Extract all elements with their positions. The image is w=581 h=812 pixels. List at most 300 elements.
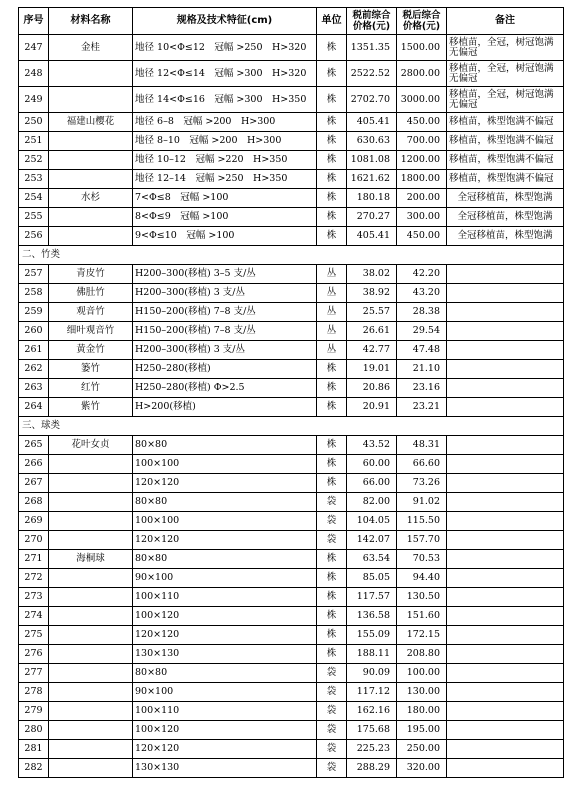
cell-spec: 地径 14<Φ≤16 冠幅 >300 H>350 xyxy=(133,87,317,113)
table-row xyxy=(19,588,564,607)
cell-no: 280 xyxy=(19,721,49,740)
cell-unit: 袋 xyxy=(317,740,347,759)
cell-spec: 地径 10<Φ≤12 冠幅 >250 H>320 xyxy=(133,35,317,61)
cell-pre-tax-price: 405.41 xyxy=(347,227,397,246)
cell-no: 269 xyxy=(19,512,49,531)
cell-pre-tax-price: 288.29 xyxy=(347,759,397,778)
table-row xyxy=(19,303,564,322)
cell-post-tax-price: 66.60 xyxy=(397,455,447,474)
header-post-tax-price: 税后综合价格(元) xyxy=(397,8,447,35)
cell-spec: 80×80 xyxy=(133,550,317,569)
table-row xyxy=(19,284,564,303)
cell-note xyxy=(447,626,564,645)
cell-post-tax-price: 172.15 xyxy=(397,626,447,645)
table-row xyxy=(19,341,564,360)
cell-pre-tax-price: 90.09 xyxy=(347,664,397,683)
cell-pre-tax-price: 38.02 xyxy=(347,265,397,284)
cell-spec: 地径 6–8 冠幅 >200 H>300 xyxy=(133,113,317,132)
cell-pre-tax-price: 42.77 xyxy=(347,341,397,360)
cell-note xyxy=(447,512,564,531)
cell-pre-tax-price: 63.54 xyxy=(347,550,397,569)
cell-note: 移植苗，株型饱满不偏冠 xyxy=(447,113,564,132)
cell-post-tax-price: 43.20 xyxy=(397,284,447,303)
cell-pre-tax-price: 142.07 xyxy=(347,531,397,550)
table-row xyxy=(19,35,564,61)
cell-note: 全冠移植苗，株型饱满 xyxy=(447,227,564,246)
cell-name xyxy=(49,208,133,227)
table-row xyxy=(19,740,564,759)
cell-note xyxy=(447,265,564,284)
table-row xyxy=(19,569,564,588)
cell-note: 移植苗，全冠，树冠饱满无偏冠 xyxy=(447,87,564,113)
cell-post-tax-price: 200.00 xyxy=(397,189,447,208)
cell-spec: H250–280(移植) Φ>2.5 xyxy=(133,379,317,398)
cell-note xyxy=(447,379,564,398)
cell-unit: 丛 xyxy=(317,341,347,360)
cell-no: 267 xyxy=(19,474,49,493)
cell-unit: 株 xyxy=(317,132,347,151)
cell-unit: 袋 xyxy=(317,759,347,778)
cell-spec: 9<Φ≤10 冠幅 >100 xyxy=(133,227,317,246)
cell-unit: 株 xyxy=(317,360,347,379)
cell-post-tax-price: 91.02 xyxy=(397,493,447,512)
cell-spec: 120×120 xyxy=(133,626,317,645)
table-row xyxy=(19,208,564,227)
cell-spec: 100×100 xyxy=(133,455,317,474)
cell-no: 282 xyxy=(19,759,49,778)
section-title: 二、竹类 xyxy=(19,246,564,265)
cell-post-tax-price: 320.00 xyxy=(397,759,447,778)
cell-no: 276 xyxy=(19,645,49,664)
cell-unit: 株 xyxy=(317,170,347,189)
cell-post-tax-price: 250.00 xyxy=(397,740,447,759)
cell-post-tax-price: 23.16 xyxy=(397,379,447,398)
cell-post-tax-price: 208.80 xyxy=(397,645,447,664)
cell-name xyxy=(49,607,133,626)
cell-pre-tax-price: 117.12 xyxy=(347,683,397,702)
table-row xyxy=(19,683,564,702)
cell-no: 271 xyxy=(19,550,49,569)
cell-unit: 株 xyxy=(317,626,347,645)
table-row xyxy=(19,455,564,474)
cell-note xyxy=(447,322,564,341)
cell-spec: 80×80 xyxy=(133,493,317,512)
cell-no: 251 xyxy=(19,132,49,151)
cell-no: 263 xyxy=(19,379,49,398)
cell-no: 250 xyxy=(19,113,49,132)
cell-name: 黄金竹 xyxy=(49,341,133,360)
cell-name: 红竹 xyxy=(49,379,133,398)
cell-name xyxy=(49,227,133,246)
cell-post-tax-price: 130.00 xyxy=(397,683,447,702)
cell-name xyxy=(49,588,133,607)
cell-post-tax-price: 130.50 xyxy=(397,588,447,607)
section-row xyxy=(19,246,564,265)
cell-name: 花叶女贞 xyxy=(49,436,133,455)
cell-name xyxy=(49,170,133,189)
cell-note xyxy=(447,645,564,664)
header-no: 序号 xyxy=(19,8,49,35)
table-row xyxy=(19,512,564,531)
cell-no: 275 xyxy=(19,626,49,645)
cell-post-tax-price: 23.21 xyxy=(397,398,447,417)
cell-pre-tax-price: 66.00 xyxy=(347,474,397,493)
cell-no: 247 xyxy=(19,35,49,61)
cell-pre-tax-price: 25.57 xyxy=(347,303,397,322)
cell-name: 佛肚竹 xyxy=(49,284,133,303)
cell-pre-tax-price: 630.63 xyxy=(347,132,397,151)
cell-spec: 地径 12<Φ≤14 冠幅 >300 H>320 xyxy=(133,61,317,87)
cell-unit: 株 xyxy=(317,588,347,607)
cell-post-tax-price: 700.00 xyxy=(397,132,447,151)
cell-spec: 80×80 xyxy=(133,664,317,683)
header-row xyxy=(19,8,564,35)
table-row xyxy=(19,322,564,341)
cell-note xyxy=(447,550,564,569)
cell-unit: 丛 xyxy=(317,265,347,284)
cell-no: 254 xyxy=(19,189,49,208)
cell-note xyxy=(447,683,564,702)
table-row xyxy=(19,531,564,550)
cell-post-tax-price: 70.53 xyxy=(397,550,447,569)
cell-no: 270 xyxy=(19,531,49,550)
cell-spec: 100×110 xyxy=(133,702,317,721)
cell-note xyxy=(447,588,564,607)
cell-note xyxy=(447,436,564,455)
cell-post-tax-price: 180.00 xyxy=(397,702,447,721)
cell-unit: 袋 xyxy=(317,702,347,721)
cell-pre-tax-price: 1621.62 xyxy=(347,170,397,189)
table-row xyxy=(19,61,564,87)
cell-spec: 130×130 xyxy=(133,759,317,778)
cell-unit: 株 xyxy=(317,569,347,588)
table-row xyxy=(19,759,564,778)
cell-name: 金桂 xyxy=(49,35,133,61)
cell-no: 257 xyxy=(19,265,49,284)
cell-spec: 120×120 xyxy=(133,740,317,759)
cell-pre-tax-price: 180.18 xyxy=(347,189,397,208)
cell-pre-tax-price: 155.09 xyxy=(347,626,397,645)
cell-post-tax-price: 1200.00 xyxy=(397,151,447,170)
table-row xyxy=(19,151,564,170)
cell-no: 260 xyxy=(19,322,49,341)
cell-post-tax-price: 300.00 xyxy=(397,208,447,227)
cell-note xyxy=(447,569,564,588)
cell-post-tax-price: 100.00 xyxy=(397,664,447,683)
cell-post-tax-price: 21.10 xyxy=(397,360,447,379)
cell-unit: 袋 xyxy=(317,493,347,512)
cell-no: 273 xyxy=(19,588,49,607)
cell-note: 全冠移植苗，株型饱满 xyxy=(447,208,564,227)
cell-post-tax-price: 48.31 xyxy=(397,436,447,455)
cell-no: 277 xyxy=(19,664,49,683)
cell-no: 256 xyxy=(19,227,49,246)
cell-no: 255 xyxy=(19,208,49,227)
cell-post-tax-price: 42.20 xyxy=(397,265,447,284)
cell-name xyxy=(49,531,133,550)
cell-no: 281 xyxy=(19,740,49,759)
cell-pre-tax-price: 136.58 xyxy=(347,607,397,626)
cell-pre-tax-price: 38.92 xyxy=(347,284,397,303)
cell-pre-tax-price: 1081.08 xyxy=(347,151,397,170)
cell-note xyxy=(447,493,564,512)
cell-name xyxy=(49,151,133,170)
cell-spec: 80×80 xyxy=(133,436,317,455)
table-row xyxy=(19,87,564,113)
cell-pre-tax-price: 175.68 xyxy=(347,721,397,740)
cell-spec: 120×120 xyxy=(133,531,317,550)
cell-note xyxy=(447,759,564,778)
header-spec: 规格及技术特征(cm) xyxy=(133,8,317,35)
cell-note xyxy=(447,664,564,683)
cell-no: 253 xyxy=(19,170,49,189)
cell-no: 268 xyxy=(19,493,49,512)
cell-pre-tax-price: 162.16 xyxy=(347,702,397,721)
cell-name xyxy=(49,569,133,588)
table-row xyxy=(19,436,564,455)
cell-unit: 株 xyxy=(317,645,347,664)
table-row xyxy=(19,170,564,189)
cell-note: 移植苗，全冠，树冠饱满无偏冠 xyxy=(447,35,564,61)
cell-post-tax-price: 1800.00 xyxy=(397,170,447,189)
table-row xyxy=(19,645,564,664)
cell-post-tax-price: 29.54 xyxy=(397,322,447,341)
cell-post-tax-price: 450.00 xyxy=(397,113,447,132)
cell-no: 279 xyxy=(19,702,49,721)
cell-name xyxy=(49,61,133,87)
cell-no: 272 xyxy=(19,569,49,588)
cell-no: 262 xyxy=(19,360,49,379)
cell-pre-tax-price: 104.05 xyxy=(347,512,397,531)
cell-name: 福建山樱花 xyxy=(49,113,133,132)
cell-post-tax-price: 151.60 xyxy=(397,607,447,626)
cell-spec: H200–300(移植) 3 支/丛 xyxy=(133,284,317,303)
cell-no: 278 xyxy=(19,683,49,702)
cell-note: 全冠移植苗，株型饱满 xyxy=(447,189,564,208)
header-name: 材料名称 xyxy=(49,8,133,35)
cell-note xyxy=(447,398,564,417)
cell-spec: 90×100 xyxy=(133,569,317,588)
cell-unit: 株 xyxy=(317,550,347,569)
cell-name xyxy=(49,132,133,151)
cell-pre-tax-price: 117.57 xyxy=(347,588,397,607)
cell-pre-tax-price: 43.52 xyxy=(347,436,397,455)
cell-spec: 地径 12–14 冠幅 >250 H>350 xyxy=(133,170,317,189)
price-table-container xyxy=(18,7,563,778)
cell-spec: 100×120 xyxy=(133,721,317,740)
cell-note: 移植苗，株型饱满不偏冠 xyxy=(447,170,564,189)
cell-name xyxy=(49,626,133,645)
cell-pre-tax-price: 20.86 xyxy=(347,379,397,398)
cell-pre-tax-price: 85.05 xyxy=(347,569,397,588)
cell-note xyxy=(447,455,564,474)
cell-name: 青皮竹 xyxy=(49,265,133,284)
table-body xyxy=(19,35,564,778)
cell-note xyxy=(447,721,564,740)
table-row xyxy=(19,379,564,398)
section-title: 三、球类 xyxy=(19,417,564,436)
table-row xyxy=(19,265,564,284)
cell-note: 移植苗，株型饱满不偏冠 xyxy=(447,151,564,170)
cell-no: 265 xyxy=(19,436,49,455)
cell-spec: 地径 10–12 冠幅 >220 H>350 xyxy=(133,151,317,170)
cell-name xyxy=(49,474,133,493)
cell-spec: 地径 8–10 冠幅 >200 H>300 xyxy=(133,132,317,151)
cell-spec: 100×110 xyxy=(133,588,317,607)
cell-pre-tax-price: 225.23 xyxy=(347,740,397,759)
cell-post-tax-price: 73.26 xyxy=(397,474,447,493)
cell-pre-tax-price: 20.91 xyxy=(347,398,397,417)
cell-no: 252 xyxy=(19,151,49,170)
cell-post-tax-price: 157.70 xyxy=(397,531,447,550)
cell-unit: 株 xyxy=(317,474,347,493)
cell-post-tax-price: 450.00 xyxy=(397,227,447,246)
cell-pre-tax-price: 82.00 xyxy=(347,493,397,512)
cell-no: 258 xyxy=(19,284,49,303)
cell-spec: 120×120 xyxy=(133,474,317,493)
price-table xyxy=(18,7,564,778)
cell-name: 水杉 xyxy=(49,189,133,208)
cell-spec: H>200(移植) xyxy=(133,398,317,417)
section-row xyxy=(19,417,564,436)
cell-spec: H200–300(移植) 3 支/丛 xyxy=(133,341,317,360)
cell-note xyxy=(447,531,564,550)
header-unit: 单位 xyxy=(317,8,347,35)
cell-post-tax-price: 94.40 xyxy=(397,569,447,588)
cell-note: 移植苗，株型饱满不偏冠 xyxy=(447,132,564,151)
cell-pre-tax-price: 2702.70 xyxy=(347,87,397,113)
cell-unit: 丛 xyxy=(317,284,347,303)
cell-unit: 株 xyxy=(317,227,347,246)
cell-unit: 袋 xyxy=(317,664,347,683)
cell-unit: 袋 xyxy=(317,721,347,740)
cell-name: 细叶观音竹 xyxy=(49,322,133,341)
table-row xyxy=(19,493,564,512)
cell-note xyxy=(447,607,564,626)
cell-unit: 株 xyxy=(317,113,347,132)
cell-name xyxy=(49,740,133,759)
cell-no: 259 xyxy=(19,303,49,322)
cell-unit: 株 xyxy=(317,151,347,170)
cell-note xyxy=(447,360,564,379)
cell-pre-tax-price: 2522.52 xyxy=(347,61,397,87)
cell-post-tax-price: 28.38 xyxy=(397,303,447,322)
cell-no: 248 xyxy=(19,61,49,87)
cell-note xyxy=(447,341,564,360)
table-row xyxy=(19,132,564,151)
cell-spec: 8<Φ≤9 冠幅 >100 xyxy=(133,208,317,227)
header-pre-tax-price: 税前综合价格(元) xyxy=(347,8,397,35)
cell-name xyxy=(49,702,133,721)
cell-note xyxy=(447,303,564,322)
table-row xyxy=(19,702,564,721)
table-row xyxy=(19,398,564,417)
cell-unit: 袋 xyxy=(317,683,347,702)
cell-note: 移植苗，全冠，树冠饱满无偏冠 xyxy=(447,61,564,87)
cell-note xyxy=(447,740,564,759)
cell-pre-tax-price: 26.61 xyxy=(347,322,397,341)
table-row xyxy=(19,113,564,132)
cell-spec: H150–200(移植) 7–8 支/丛 xyxy=(133,303,317,322)
cell-name xyxy=(49,645,133,664)
cell-spec: H150–200(移植) 7–8 支/丛 xyxy=(133,322,317,341)
table-row xyxy=(19,189,564,208)
table-row xyxy=(19,626,564,645)
cell-note xyxy=(447,702,564,721)
cell-name: 观音竹 xyxy=(49,303,133,322)
table-row xyxy=(19,550,564,569)
cell-name xyxy=(49,759,133,778)
cell-post-tax-price: 1500.00 xyxy=(397,35,447,61)
cell-unit: 株 xyxy=(317,208,347,227)
cell-no: 264 xyxy=(19,398,49,417)
cell-pre-tax-price: 405.41 xyxy=(347,113,397,132)
cell-unit: 丛 xyxy=(317,303,347,322)
cell-unit: 丛 xyxy=(317,322,347,341)
cell-pre-tax-price: 19.01 xyxy=(347,360,397,379)
cell-post-tax-price: 115.50 xyxy=(397,512,447,531)
table-row xyxy=(19,721,564,740)
cell-no: 261 xyxy=(19,341,49,360)
cell-no: 266 xyxy=(19,455,49,474)
cell-spec: 90×100 xyxy=(133,683,317,702)
cell-unit: 袋 xyxy=(317,512,347,531)
cell-spec: H200–300(移植) 3–5 支/丛 xyxy=(133,265,317,284)
table-row xyxy=(19,607,564,626)
cell-name xyxy=(49,493,133,512)
cell-no: 249 xyxy=(19,87,49,113)
cell-spec: H250–280(移植) xyxy=(133,360,317,379)
cell-note xyxy=(447,284,564,303)
cell-unit: 株 xyxy=(317,61,347,87)
header-note: 备注 xyxy=(447,8,564,35)
cell-unit: 株 xyxy=(317,189,347,208)
cell-no: 274 xyxy=(19,607,49,626)
cell-name xyxy=(49,455,133,474)
cell-spec: 100×100 xyxy=(133,512,317,531)
cell-unit: 株 xyxy=(317,455,347,474)
cell-note xyxy=(447,474,564,493)
table-row xyxy=(19,474,564,493)
cell-post-tax-price: 2800.00 xyxy=(397,61,447,87)
cell-name: 篓竹 xyxy=(49,360,133,379)
cell-unit: 株 xyxy=(317,607,347,626)
cell-pre-tax-price: 1351.35 xyxy=(347,35,397,61)
cell-unit: 株 xyxy=(317,35,347,61)
cell-spec: 7<Φ≤8 冠幅 >100 xyxy=(133,189,317,208)
cell-pre-tax-price: 60.00 xyxy=(347,455,397,474)
table-row xyxy=(19,227,564,246)
cell-name xyxy=(49,664,133,683)
cell-pre-tax-price: 270.27 xyxy=(347,208,397,227)
cell-name: 紫竹 xyxy=(49,398,133,417)
cell-spec: 100×120 xyxy=(133,607,317,626)
cell-name xyxy=(49,683,133,702)
cell-post-tax-price: 47.48 xyxy=(397,341,447,360)
cell-unit: 株 xyxy=(317,436,347,455)
cell-name: 海桐球 xyxy=(49,550,133,569)
cell-name xyxy=(49,512,133,531)
cell-name xyxy=(49,721,133,740)
table-row xyxy=(19,360,564,379)
cell-unit: 株 xyxy=(317,379,347,398)
cell-name xyxy=(49,87,133,113)
cell-post-tax-price: 195.00 xyxy=(397,721,447,740)
table-row xyxy=(19,664,564,683)
cell-unit: 袋 xyxy=(317,531,347,550)
cell-post-tax-price: 3000.00 xyxy=(397,87,447,113)
cell-unit: 株 xyxy=(317,87,347,113)
